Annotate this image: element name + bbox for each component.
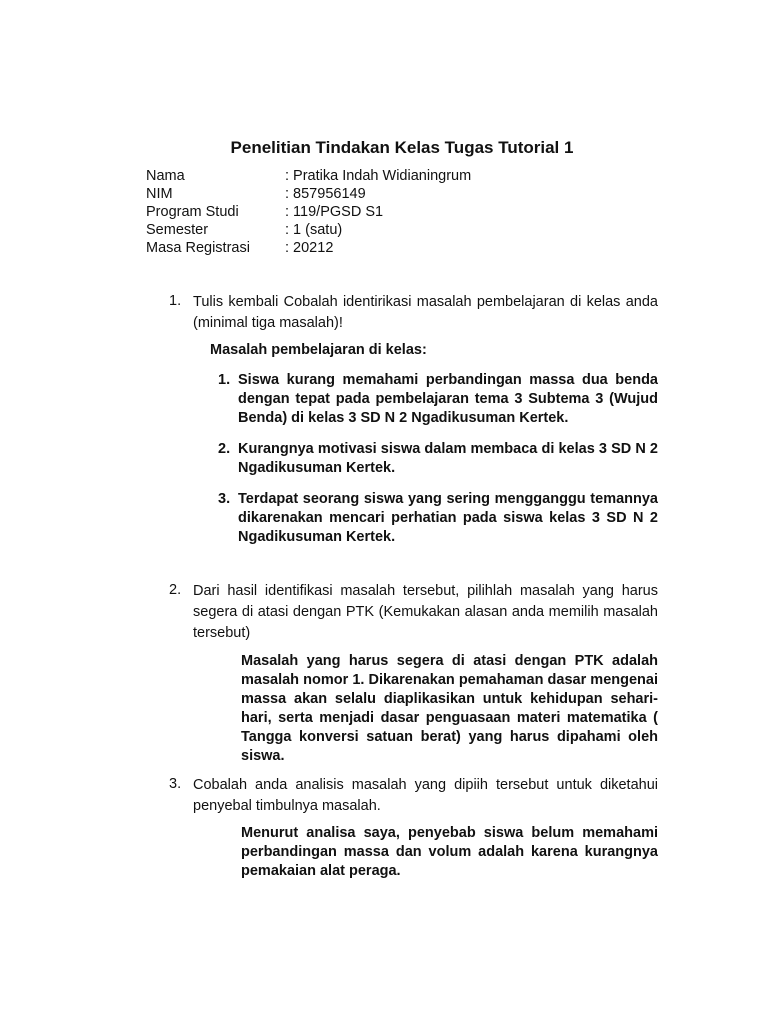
list-item-text: Kurangnya motivasi siswa dalam membaca di kelas 3 SD N 2 Ngadikusuman Kertek.: [238, 441, 658, 476]
info-row-masa-registrasi: [146, 239, 471, 257]
question-number: 2.: [169, 582, 182, 598]
document-title: Penelitian Tindakan Kelas Tugas Tutorial 1: [230, 138, 574, 157]
info-row-nama: [146, 167, 471, 185]
answer-1-list: [218, 371, 658, 559]
question-number: 3.: [169, 776, 182, 792]
info-value: : 1 (satu): [285, 222, 343, 238]
list-item-text: Terdapat seorang siswa yang sering mengganggu temannya dikarenakan mencari perhatian pada siswa kelas 3 SD N 2 Ngadikusuman Kertek.: [238, 491, 658, 545]
info-value: : Pratika Indah Widianingrum: [285, 168, 472, 184]
question-text: Cobalah anda analisis masalah yang dipiih tersebut untuk diketahui penyebal timbulnya masalah.: [193, 777, 658, 814]
info-row-nim: [146, 185, 471, 203]
question-1: [169, 292, 658, 334]
answer-1-heading: Masalah pembelajaran di kelas:: [210, 342, 427, 358]
list-item: [218, 371, 658, 428]
list-item: [218, 490, 658, 547]
question-2: [169, 581, 658, 644]
answer-2-text: Masalah yang harus segera di atasi dengan PTK adalah masalah nomor 1. Dikarenakan pemahaman dasar mengenai massa akan selalu diaplikasikan untuk kehidupan sehari-hari, serta menjadi dasar penguasaan materi matematika ( Tangga konversi satuan berat) yang harus dipahami oleh siswa.: [241, 653, 658, 764]
info-value: : 20212: [285, 240, 334, 256]
list-item: [218, 440, 658, 478]
list-item-number: 1.: [218, 372, 231, 388]
question-text: Dari hasil identifikasi masalah tersebut, pilihlah masalah yang harus segera di atasi dengan PTK (Kemukakan alasan anda memilih masalah tersebut): [193, 583, 658, 641]
question-number: 1.: [169, 293, 182, 309]
list-item-number: 2.: [218, 441, 231, 457]
info-label: NIM: [146, 186, 173, 202]
list-item-number: 3.: [218, 491, 231, 507]
info-label: Semester: [146, 222, 209, 238]
student-info: [146, 167, 471, 257]
info-label: Program Studi: [146, 204, 239, 220]
question-text: Tulis kembali Cobalah identirikasi masalah pembelajaran di kelas anda (minimal tiga masalah)!: [193, 294, 658, 331]
info-label: Nama: [146, 168, 185, 184]
list-item-text: Siswa kurang memahami perbandingan massa dua benda dengan tepat pada pembelajaran tema 3 Subtema 3 (Wujud Benda) di kelas 3 SD N 2 Ngadikusuman Kertek.: [238, 372, 658, 426]
answer-3-text: Menurut analisa saya, penyebab siswa belum memahami perbandingan massa dan volum adalah karena kurangnya pemakaian alat peraga.: [241, 825, 658, 879]
info-value: : 857956149: [285, 186, 366, 202]
info-row-program-studi: [146, 203, 471, 221]
info-row-semester: [146, 221, 471, 239]
info-label: Masa Registrasi: [146, 240, 250, 256]
question-3: [169, 775, 658, 817]
info-value: : 119/PGSD S1: [285, 204, 384, 220]
